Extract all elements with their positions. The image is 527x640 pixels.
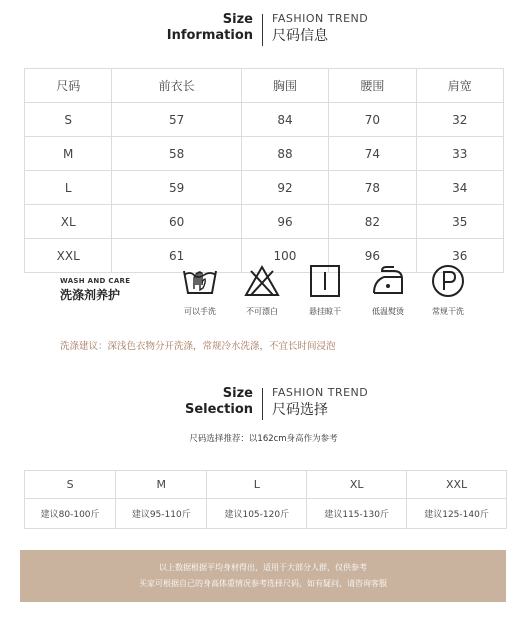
notice-box — [20, 550, 506, 602]
dry-clean-icon — [428, 263, 468, 299]
wash-tip: 洗涤建议：深浅色衣物分开洗涤，常规冷水洗涤，不宜长时间浸泡 — [60, 341, 336, 352]
size-selection-title-line1: Size — [222, 386, 253, 401]
table-cell: 61 — [112, 239, 241, 273]
table-cell: 96 — [241, 205, 328, 239]
table-cell: 78 — [329, 171, 416, 205]
wash-care-label — [60, 276, 130, 304]
size-selection-title-line2: Selection — [184, 402, 253, 417]
header-divider — [262, 388, 263, 420]
table-cell: 59 — [112, 171, 241, 205]
table-cell: 60 — [112, 205, 241, 239]
selection-size-row — [25, 471, 507, 499]
size-table-header: 前衣长 — [112, 69, 241, 103]
size-table-header: 胸围 — [241, 69, 328, 103]
wash-care-label-cn: 洗涤剂养护 — [60, 288, 121, 302]
care-label-hand-wash: 可以手洗 — [184, 307, 216, 316]
table-cell: 82 — [329, 205, 416, 239]
notice-line2: 买家可根据自己的身高体重情况参考选择尺码，如有疑问，请咨询客服 — [139, 579, 387, 588]
selection-size-cell: L — [207, 471, 307, 499]
hand-wash-icon — [180, 263, 220, 299]
care-label-low-iron: 低温熨烫 — [372, 307, 404, 316]
selection-size-cell: XXL — [407, 471, 507, 499]
wash-care-section — [0, 258, 527, 338]
size-info-subtitle-cn: 尺码信息 — [272, 28, 328, 44]
selection-size-cell: M — [116, 471, 207, 499]
table-cell: 84 — [241, 103, 328, 137]
recommend-tip: 尺码选择推荐：以162cm身高作为参考 — [189, 434, 338, 444]
selection-weight-row — [25, 499, 507, 529]
table-cell: XXL — [25, 239, 112, 273]
table-cell: 96 — [329, 239, 416, 273]
size-info-title-line2: Information — [166, 28, 253, 43]
table-cell: 32 — [416, 103, 503, 137]
size-selection-subtitle — [272, 386, 368, 420]
size-table — [24, 68, 504, 273]
care-label-hang-dry: 悬挂晾干 — [309, 307, 341, 316]
selection-size-cell: S — [25, 471, 116, 499]
table-row — [25, 103, 504, 137]
size-selection-header — [0, 386, 527, 426]
table-cell: 74 — [329, 137, 416, 171]
care-item-hand-wash — [168, 263, 232, 317]
header-divider — [262, 14, 263, 46]
table-cell: 88 — [241, 137, 328, 171]
selection-weight-cell: 建议125-140斤 — [407, 499, 507, 529]
table-cell: 57 — [112, 103, 241, 137]
size-table-header: 肩宽 — [416, 69, 503, 103]
care-label-dry-clean: 常规干洗 — [432, 307, 464, 316]
table-cell: S — [25, 103, 112, 137]
selection-table — [24, 470, 507, 529]
table-row — [25, 205, 504, 239]
selection-weight-cell: 建议80-100斤 — [25, 499, 116, 529]
care-item-dry-clean — [416, 263, 480, 317]
table-cell: M — [25, 137, 112, 171]
selection-weight-cell: 建议95-110斤 — [116, 499, 207, 529]
care-item-no-bleach — [230, 263, 294, 317]
size-selection-subtitle-cn: 尺码选择 — [272, 402, 328, 418]
size-info-subtitle — [272, 12, 368, 46]
size-info-subtitle-en: FASHION TREND — [272, 12, 369, 25]
table-cell: 34 — [416, 171, 503, 205]
table-cell: 36 — [416, 239, 503, 273]
notice-line1: 以上数据根据平均身材得出，适用于大部分人群，仅供参考 — [159, 563, 367, 572]
selection-weight-cell: 建议105-120斤 — [207, 499, 307, 529]
selection-size-cell: XL — [307, 471, 407, 499]
hang-dry-icon — [305, 263, 345, 299]
table-cell: XL — [25, 205, 112, 239]
wash-care-label-en: WASH AND CARE — [60, 277, 131, 285]
table-row — [25, 137, 504, 171]
table-cell: 33 — [416, 137, 503, 171]
care-label-no-bleach: 不可漂白 — [246, 307, 278, 316]
care-item-hang-dry — [293, 263, 357, 317]
table-cell: 70 — [329, 103, 416, 137]
size-info-title-line1: Size — [222, 12, 253, 27]
size-selection-subtitle-en: FASHION TREND — [272, 386, 369, 399]
low-iron-icon — [368, 263, 408, 299]
size-info-header — [0, 12, 527, 52]
table-cell: L — [25, 171, 112, 205]
size-selection-title-en — [185, 386, 253, 418]
care-item-low-iron — [356, 263, 420, 317]
no-bleach-icon — [242, 263, 282, 299]
table-cell: 92 — [241, 171, 328, 205]
size-info-title-en — [167, 12, 253, 44]
size-table-header-row — [25, 69, 504, 103]
table-cell: 58 — [112, 137, 241, 171]
size-table-header: 腰围 — [329, 69, 416, 103]
table-cell: 35 — [416, 205, 503, 239]
table-row — [25, 171, 504, 205]
selection-weight-cell: 建议115-130斤 — [307, 499, 407, 529]
size-table-header: 尺码 — [25, 69, 112, 103]
table-cell: 100 — [241, 239, 328, 273]
